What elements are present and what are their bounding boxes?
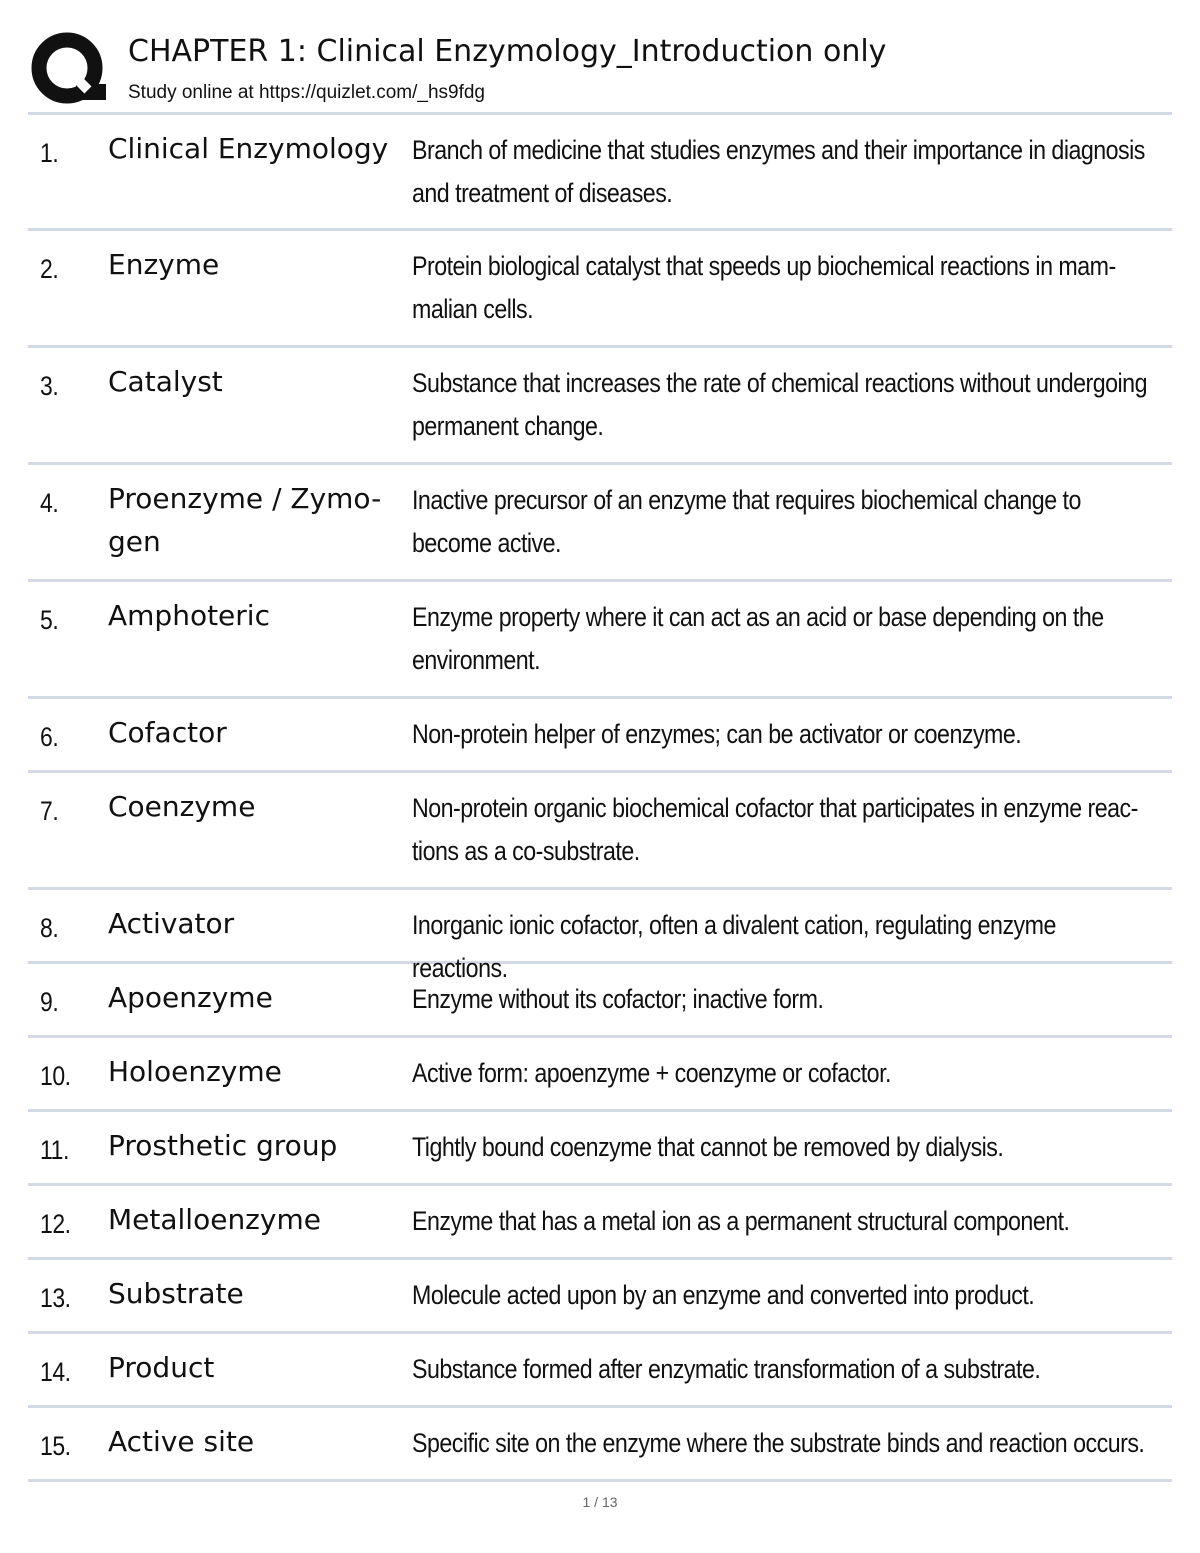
item-term: Cofactor (108, 716, 227, 749)
quizlet-logo-icon (30, 30, 106, 106)
item-number: 7. (40, 796, 59, 826)
item-definition: Specific site on the enzyme where the substrate binds and reaction occurs. (412, 1428, 1145, 1458)
list-item (28, 890, 1172, 983)
item-number: 2. (40, 254, 59, 284)
item-definition: Branch of medicine that studies enzymes and their importance in diagnosis and treatment of diseases. (412, 135, 1145, 208)
item-term: Prosthetic group (108, 1129, 338, 1162)
item-number: 13. (40, 1283, 71, 1313)
list-item (28, 1038, 1172, 1112)
item-number: 9. (40, 987, 59, 1017)
list-item (28, 348, 1172, 465)
item-definition: Substance formed after enzymatic transformation of a substrate. (412, 1354, 1041, 1384)
list-item (28, 1186, 1172, 1260)
item-number: 3. (40, 371, 59, 401)
item-number: 12. (40, 1209, 71, 1239)
item-number: 4. (40, 488, 59, 518)
item-definition: Molecule acted upon by an enzyme and converted into product. (412, 1280, 1035, 1310)
item-number: 6. (40, 722, 59, 752)
item-term: Holoenzyme (108, 1055, 282, 1088)
list-item (28, 1408, 1172, 1482)
list-item (28, 1334, 1172, 1408)
item-number: 1. (40, 138, 59, 168)
item-number: 10. (40, 1061, 71, 1091)
list-item (28, 1112, 1172, 1186)
item-number: 5. (40, 605, 59, 635)
item-term: Enzyme (108, 248, 220, 281)
list-item (28, 773, 1172, 890)
item-term: Apoenzyme (108, 981, 273, 1014)
list-item (28, 115, 1172, 231)
list-item (28, 1260, 1172, 1334)
item-definition: Active form: apoenzyme + coenzyme or cofactor. (412, 1058, 891, 1088)
list-item (28, 699, 1172, 773)
list-item (28, 465, 1172, 582)
item-number: 11. (40, 1135, 69, 1165)
item-definition: Enzyme that has a metal ion as a permanent structural component. (412, 1206, 1070, 1236)
item-definition: Enzyme without its cofactor; inactive form. (412, 984, 824, 1014)
list-item (28, 964, 1172, 1038)
item-term: Coenzyme (108, 790, 256, 823)
item-term: Amphoteric (108, 599, 270, 632)
item-term: Activator (108, 907, 235, 940)
item-definition: Non-protein helper of enzymes; can be activator or coenzyme. (412, 719, 1022, 749)
list-item (28, 231, 1172, 348)
item-term: Product (108, 1351, 215, 1384)
page-title: CHAPTER 1: Clinical Enzymology_Introduction only (128, 34, 887, 69)
item-term: Active site (108, 1425, 255, 1458)
item-term: Catalyst (108, 365, 223, 398)
document-header (30, 28, 1172, 112)
item-term: Clinical Enzymology (108, 132, 389, 165)
item-definition: Substance that increases the rate of chemical reactions without undergoing permanent change. (412, 368, 1147, 441)
item-definition: Non-protein organic biochemical cofactor that participates in enzyme reac- tions as a co-substrate. (412, 793, 1138, 866)
item-term: Substrate (108, 1277, 244, 1310)
item-definition: Inorganic ionic cofactor, often a divalent cation, regulating enzyme reactions. (412, 910, 1056, 983)
flashcard-list (28, 115, 1172, 1482)
item-term: Proenzyme / Zymo- gen (108, 482, 382, 558)
page-indicator: 1 / 13 (582, 1494, 618, 1510)
item-definition: Tightly bound coenzyme that cannot be removed by dialysis. (412, 1132, 1004, 1162)
item-number: 14. (40, 1357, 71, 1387)
item-definition: Enzyme property where it can act as an acid or base depending on the environment. (412, 602, 1104, 675)
page-subtitle: Study online at https://quizlet.com/_hs9fdg (128, 82, 485, 103)
item-term: Metalloenzyme (108, 1203, 321, 1236)
item-number: 15. (40, 1431, 71, 1461)
item-number: 8. (40, 913, 59, 943)
item-definition: Protein biological catalyst that speeds up biochemical reactions in mam- malian cells. (412, 251, 1116, 324)
item-definition: Inactive precursor of an enzyme that requires biochemical change to become active. (412, 485, 1081, 558)
list-item (28, 582, 1172, 699)
